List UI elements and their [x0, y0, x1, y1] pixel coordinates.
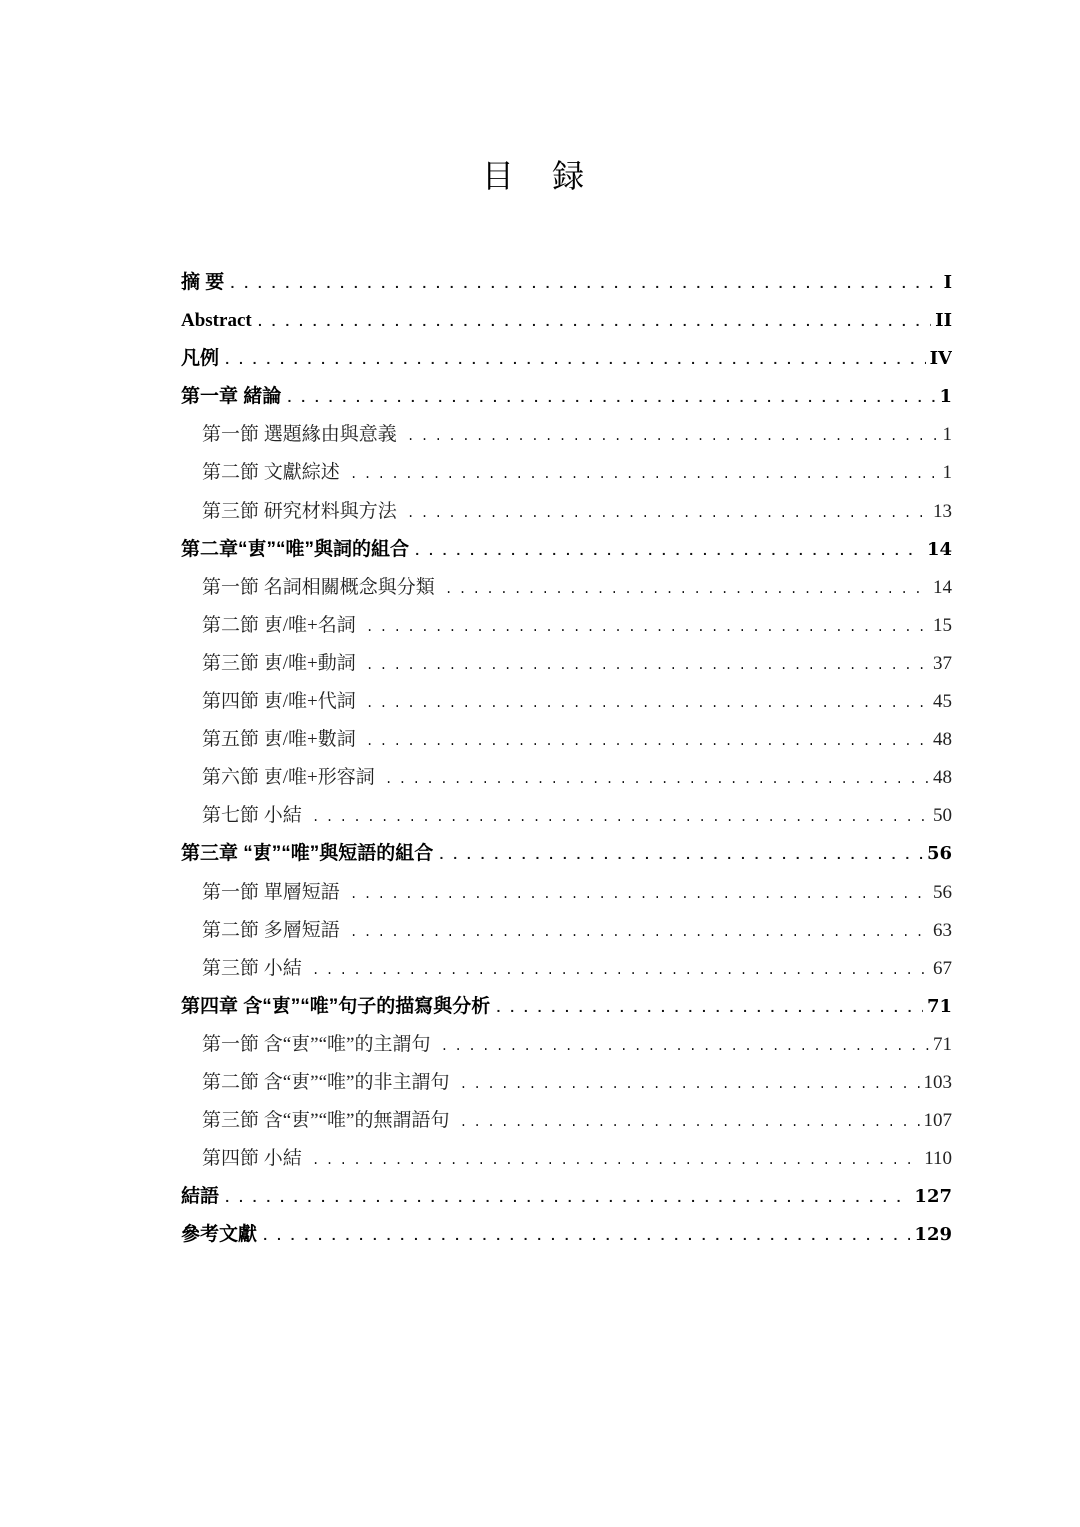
dot-leader	[366, 685, 929, 721]
toc-entry-abstract-en[interactable]	[181, 302, 952, 340]
toc-entry-page: 37	[933, 652, 952, 674]
toc-entry-page: 103	[923, 1071, 952, 1093]
toc-entry-section[interactable]	[181, 721, 952, 759]
toc-entry-page: 107	[923, 1110, 952, 1132]
dot-leader	[366, 723, 929, 759]
toc-entry-page: 13	[933, 500, 952, 522]
toc-entry-label: 第三節 研究材料與方法	[202, 500, 397, 522]
dot-leader	[350, 914, 929, 950]
dot-leader	[312, 799, 929, 835]
toc-entry-page: II	[935, 310, 952, 332]
toc-entry-label: 第一節 選題緣由與意義	[202, 424, 397, 446]
toc-entry-label: 第二章“叀”“唯”與詞的組合	[181, 538, 410, 560]
toc-entry-page: 63	[933, 919, 952, 941]
toc-entry-label: 摘 要	[181, 272, 225, 293]
toc-entry-section[interactable]	[181, 683, 952, 721]
toc-entry-section[interactable]	[181, 912, 952, 950]
toc-entry-label: 第一節 含“叀”“唯”的主謂句	[202, 1033, 431, 1055]
toc-entry-section[interactable]	[181, 454, 952, 492]
toc-entry-label: 第四節 叀/唯+代詞	[202, 691, 356, 713]
toc-entry-page: 48	[933, 767, 952, 789]
toc-entry-conclusion[interactable]	[181, 1178, 952, 1216]
dot-leader	[223, 1180, 910, 1216]
page-title: 目 録	[481, 157, 599, 195]
toc-entry-section[interactable]	[181, 1064, 952, 1102]
toc-entry-references[interactable]	[181, 1216, 952, 1254]
dot-leader	[440, 1028, 929, 1064]
dot-leader	[350, 456, 939, 492]
toc-entry-label: 第四章 含“叀”“唯”句子的描寫與分析	[181, 995, 491, 1017]
dot-leader	[366, 647, 929, 683]
toc-entry-page: 56	[926, 843, 952, 865]
toc-entry-section[interactable]	[181, 759, 952, 797]
toc-entry-section[interactable]	[181, 950, 952, 988]
dot-leader	[413, 533, 923, 569]
toc-entry-section[interactable]	[181, 645, 952, 683]
dot-leader	[366, 609, 929, 645]
dot-leader	[459, 1066, 919, 1102]
dot-leader	[385, 761, 929, 797]
toc-entry-page: 48	[933, 729, 952, 751]
toc-entry-label: 結語	[181, 1186, 220, 1208]
toc-entry-section[interactable]	[181, 416, 952, 454]
dot-leader	[261, 1218, 910, 1254]
toc-entry-page: 56	[933, 881, 952, 903]
toc-entry-section[interactable]	[181, 1102, 952, 1140]
toc-entry-page: 1	[942, 424, 952, 446]
toc-entry-label: 參考文獻	[181, 1224, 258, 1246]
toc-entry-section[interactable]	[181, 607, 952, 645]
toc-entry-label: 第一節 名詞相關概念與分類	[202, 576, 435, 598]
toc-entry-label: Abstract	[181, 310, 252, 332]
toc-entry-page: 71	[933, 1033, 952, 1055]
toc-entry-section[interactable]	[181, 797, 952, 835]
toc-entry-abstract-zh[interactable]	[181, 264, 952, 302]
toc-entry-label: 第二節 多層短語	[202, 919, 340, 941]
dot-leader	[228, 266, 939, 302]
toc-entry-page: 14	[933, 576, 952, 598]
toc-entry-label: 第三節 叀/唯+動詞	[202, 652, 356, 674]
toc-entry-section[interactable]	[181, 874, 952, 912]
toc-entry-page: 71	[926, 995, 952, 1017]
toc-entry-section[interactable]	[181, 569, 952, 607]
toc-entry-page: 45	[933, 691, 952, 713]
dot-leader	[407, 418, 939, 454]
toc-entry-chapter-4[interactable]	[181, 988, 952, 1026]
dot-leader	[256, 304, 931, 340]
toc-entry-page: 1	[939, 386, 952, 408]
toc-entry-label: 第三節 小結	[202, 957, 302, 979]
table-of-contents	[181, 264, 952, 1254]
toc-entry-page: 110	[924, 1148, 952, 1170]
dot-leader	[437, 837, 923, 873]
dot-leader	[445, 571, 929, 607]
toc-entry-page: 1	[942, 462, 952, 484]
toc-entry-label: 第二節 含“叀”“唯”的非主謂句	[202, 1071, 450, 1093]
dot-leader	[312, 952, 929, 988]
toc-entry-label: 第二節 叀/唯+名詞	[202, 614, 356, 636]
dot-leader	[223, 342, 926, 378]
toc-entry-page: 67	[933, 957, 952, 979]
toc-entry-chapter-2[interactable]	[181, 531, 952, 569]
dot-leader	[350, 876, 929, 912]
toc-entry-page: 14	[926, 538, 952, 560]
toc-entry-label: 第六節 叀/唯+形容詞	[202, 767, 375, 789]
toc-entry-label: 第一章 緒論	[181, 386, 282, 408]
toc-entry-label: 第七節 小結	[202, 805, 302, 827]
dot-leader	[312, 1142, 920, 1178]
dot-leader	[285, 380, 935, 416]
toc-entry-page: 50	[933, 805, 952, 827]
toc-entry-section[interactable]	[181, 1140, 952, 1178]
toc-entry-page: 129	[914, 1224, 952, 1246]
toc-entry-label: 第三章 “叀”“唯”與短語的組合	[181, 843, 434, 865]
dot-leader	[494, 990, 923, 1026]
toc-entry-page: IV	[929, 348, 952, 370]
toc-entry-label: 第二節 文獻綜述	[202, 462, 340, 484]
toc-entry-chapter-1[interactable]	[181, 378, 952, 416]
toc-entry-label: 第四節 小結	[202, 1148, 302, 1170]
dot-leader	[407, 495, 929, 531]
toc-entry-section[interactable]	[181, 1026, 952, 1064]
toc-entry-label: 第三節 含“叀”“唯”的無謂語句	[202, 1110, 450, 1132]
toc-entry-label: 凡例	[181, 348, 220, 370]
toc-entry-page: 127	[914, 1186, 952, 1208]
toc-entry-page: 15	[933, 614, 952, 636]
toc-entry-chapter-3[interactable]	[181, 835, 952, 873]
toc-entry-label: 第五節 叀/唯+數詞	[202, 729, 356, 751]
toc-entry-conventions[interactable]	[181, 340, 952, 378]
toc-entry-label: 第一節 單層短語	[202, 881, 340, 903]
dot-leader	[459, 1104, 919, 1140]
toc-entry-section[interactable]	[181, 493, 952, 531]
toc-entry-page: I	[943, 272, 952, 293]
